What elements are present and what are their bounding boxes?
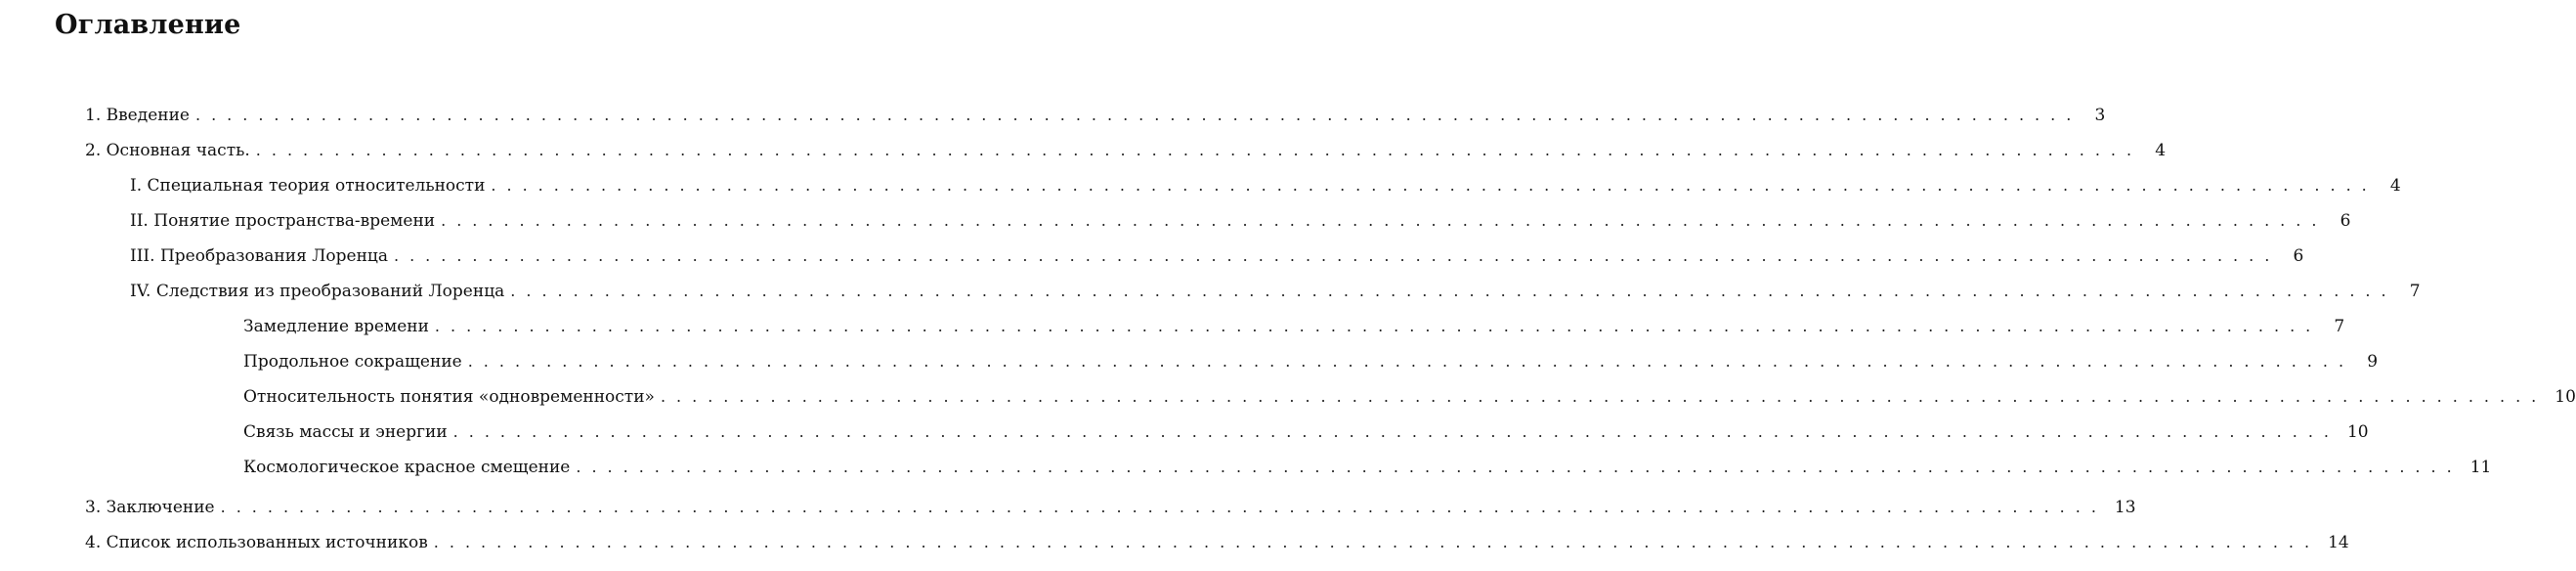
page-title: Оглавление <box>55 10 241 40</box>
toc-leader-dots: ........................................................................................................................ <box>220 498 2107 516</box>
toc-entry-page: 13 <box>2114 498 2136 517</box>
toc-entry-label: II. Понятие пространства-времени <box>130 211 436 231</box>
toc-entry-spacetime[interactable] <box>130 206 2351 236</box>
toc-entry-label: III. Преобразования Лоренца <box>130 246 388 266</box>
toc-leader-dots: ........................................................................................................................ <box>434 317 2322 335</box>
toc-entry-page: 11 <box>2469 458 2492 477</box>
toc-entry-introduction[interactable] <box>85 101 2106 130</box>
toc-entry-references[interactable] <box>85 528 2349 557</box>
toc-leader-dots: ........................................................................................................................ <box>510 282 2397 300</box>
toc-leader-dots: ........................................................................................................................ <box>441 211 2328 230</box>
toc-entry-label: Космологическое красное смещение <box>243 458 571 477</box>
toc-entry-page: 6 <box>2293 246 2304 266</box>
toc-entry-conclusion[interactable] <box>85 493 2136 522</box>
toc-entry-simultaneity[interactable] <box>243 382 2576 412</box>
toc-entry-lorentz-consequences[interactable] <box>130 277 2421 306</box>
toc-entry-page: 3 <box>2094 106 2106 125</box>
toc-entry-label: Продольное сокращение <box>243 352 462 372</box>
toc-entry-page: 7 <box>2409 282 2421 301</box>
toc-entry-mass-energy[interactable] <box>243 417 2369 447</box>
toc-entry-label: 4. Список использованных источников <box>85 533 428 552</box>
toc-leader-dots: ........................................................................................................................ <box>255 141 2143 159</box>
toc-entry-time-dilation[interactable] <box>243 312 2345 341</box>
toc-entry-page: 4 <box>2389 176 2401 196</box>
toc-entry-cosmological-redshift[interactable] <box>243 453 2492 482</box>
toc-entry-lorentz-transformations[interactable] <box>130 242 2304 271</box>
toc-entry-page: 10 <box>2555 387 2576 407</box>
toc-entry-label: 3. Заключение <box>85 498 215 517</box>
toc-entry-page: 9 <box>2367 352 2379 372</box>
toc-entry-main-part[interactable] <box>85 136 2167 165</box>
toc-leader-dots: ........................................................................................................................ <box>491 176 2378 195</box>
toc-entry-label: 2. Основная часть. <box>85 141 250 160</box>
toc-entry-label: IV. Следствия из преобразований Лоренца <box>130 282 505 301</box>
toc-entry-label: 1. Введение <box>85 106 190 125</box>
toc-leader-dots: ........................................................................................................................ <box>452 422 2340 441</box>
toc-entry-page: 4 <box>2155 141 2167 160</box>
toc-leader-dots: ........................................................................................................................ <box>393 246 2281 265</box>
toc-entry-page: 7 <box>2334 317 2345 336</box>
toc-entry-label: Связь массы и энергии <box>243 422 448 442</box>
toc-entry-page: 6 <box>2340 211 2351 231</box>
toc-entry-special-relativity[interactable] <box>130 171 2401 200</box>
toc-leader-dots: ........................................................................................................................ <box>195 106 2082 124</box>
toc-entry-page: 10 <box>2346 422 2369 442</box>
toc-entry-label: Замедление времени <box>243 317 429 336</box>
toc-leader-dots: ........................................................................................................................ <box>576 458 2463 476</box>
toc-leader-dots: ........................................................................................................................ <box>433 533 2321 551</box>
toc-entry-length-contraction[interactable] <box>243 347 2379 376</box>
toc-entry-page: 14 <box>2328 533 2349 552</box>
toc-entry-label: Относительность понятия «одновременности» <box>243 387 655 407</box>
toc-leader-dots: ........................................................................................................................ <box>660 387 2548 406</box>
toc-entry-label: I. Специальная теория относительности <box>130 176 486 196</box>
toc-leader-dots: ........................................................................................................................ <box>467 352 2355 371</box>
